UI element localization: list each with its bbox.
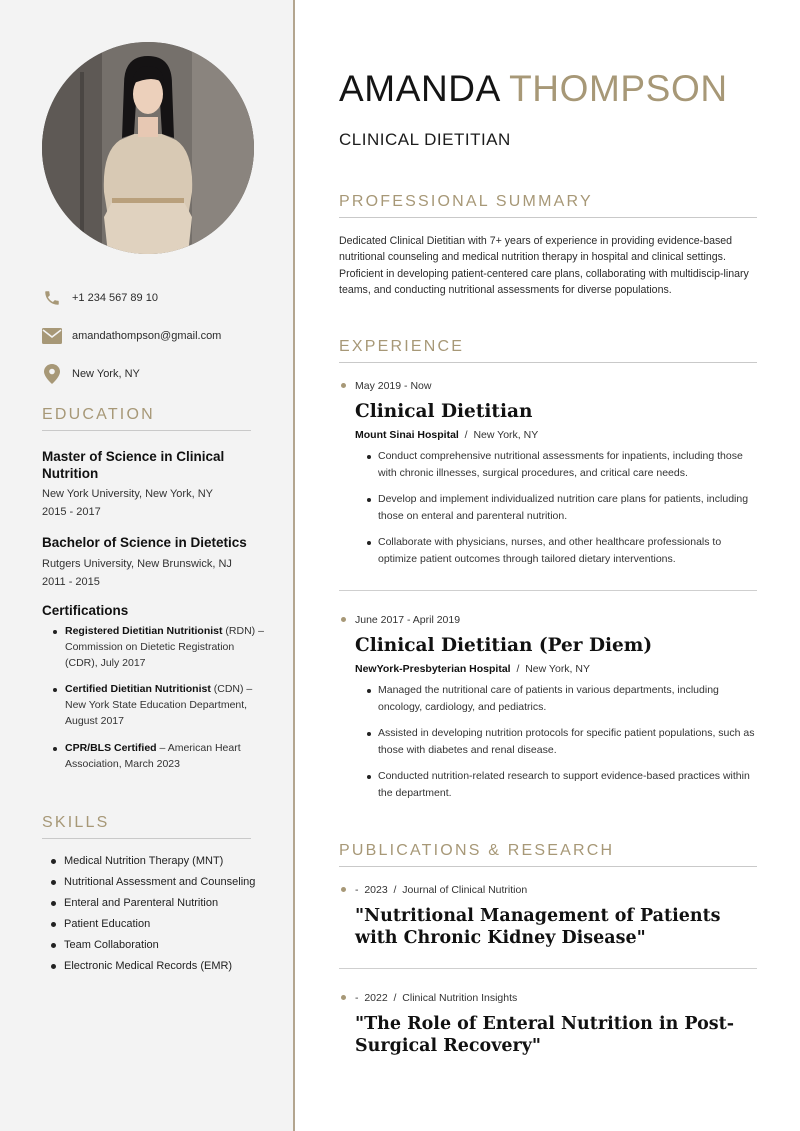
education-item — [42, 449, 257, 520]
bullet-item: Collaborate with physicians, nurses, and other healthcare professionals to optimize patient outcomes through tailored dietary interventions. — [378, 534, 757, 567]
skill-item: Medical Nutrition Therapy (MNT) — [50, 854, 255, 875]
experience-employer: NewYork-Presbyterian Hospital / New York, NY — [355, 663, 590, 675]
main-content — [296, 0, 800, 1131]
map-pin-icon — [42, 364, 62, 384]
skill-item: Team Collaboration — [50, 938, 255, 959]
education-years: 2011 - 2015 — [42, 575, 100, 588]
certification-item: Registered Dietitian Nutritionist (RDN) – Commission on Dietetic Registration (CDR), July 2017 — [50, 624, 265, 671]
skill-item: Electronic Medical Records (EMR) — [50, 959, 255, 980]
school-name: New York University, New York, NY — [42, 488, 213, 500]
experience-dates: June 2017 - April 2019 — [339, 613, 757, 627]
summary-heading: PROFESSIONAL SUMMARY — [339, 193, 757, 218]
location-text: New York, NY — [72, 368, 140, 380]
skill-item: Nutritional Assessment and Counseling — [50, 875, 255, 896]
phone-icon — [42, 288, 62, 308]
bullet-item: Assisted in developing nutrition protocols for specific patient populations, such as those with diabetes and renal disease. — [378, 725, 757, 758]
bullet-item: Conduct comprehensive nutritional assessments for inpatients, including those with chronic illnesses, surgical procedures, and critical care needs. — [378, 448, 757, 481]
contact-email — [42, 326, 221, 346]
bullet-item: Managed the nutritional care of patients in various departments, including oncology, cardiology, and pediatrics. — [378, 682, 757, 715]
certifications-heading: Certifications — [42, 603, 129, 618]
skill-item: Patient Education — [50, 917, 255, 938]
phone-number: +1 234 567 89 10 — [72, 292, 158, 304]
publication-meta: - 2022 / Clinical Nutrition Insights — [339, 991, 757, 1005]
experience-role: Clinical Dietitian — [355, 401, 533, 422]
profile-photo — [42, 42, 254, 254]
experience-bullets — [378, 448, 757, 567]
experience-item — [339, 379, 757, 577]
bullet-item: Conducted nutrition-related research to support evidence-based practices within the department. — [378, 768, 757, 801]
education-heading: EDUCATION — [42, 406, 251, 431]
skills-list — [50, 854, 255, 980]
publication-title: "Nutritional Management of Patients with Chronic Kidney Disease" — [355, 906, 721, 948]
degree-title: Bachelor of Science in Dietetics — [42, 535, 247, 550]
bullet-item: Develop and implement individualized nutrition care plans for patients, including those on enteral and parenteral nutrition. — [378, 491, 757, 524]
school-name: Rutgers University, New Brunswick, NJ — [42, 557, 232, 570]
publication-meta: - 2023 / Journal of Clinical Nutrition — [339, 883, 757, 897]
publication-item — [339, 883, 757, 949]
certifications-list — [50, 624, 265, 783]
divider — [339, 968, 757, 969]
job-title: CLINICAL DIETITIAN — [339, 130, 511, 149]
experience-bullets — [378, 682, 757, 801]
contact-phone — [42, 288, 158, 308]
publication-title: "The Role of Enteral Nutrition in Post-Surgical Recovery" — [355, 1014, 734, 1056]
certification-item: CPR/BLS Certified – American Heart Association, March 2023 — [50, 741, 265, 773]
experience-heading: EXPERIENCE — [339, 338, 757, 363]
certification-item: Certified Dietitian Nutritionist (CDN) – New York State Education Department, August 2017 — [50, 682, 265, 729]
education-years: 2015 - 2017 — [42, 506, 101, 518]
last-name: THOMPSON — [509, 68, 728, 109]
skill-item: Enteral and Parenteral Nutrition — [50, 896, 255, 917]
first-name: AMANDA — [339, 68, 499, 109]
divider — [339, 590, 757, 591]
full-name — [339, 68, 728, 110]
publications-heading: PUBLICATIONS & RESEARCH — [339, 842, 757, 867]
experience-dates: May 2019 - Now — [339, 379, 757, 393]
experience-role: Clinical Dietitian (Per Diem) — [355, 635, 653, 656]
summary-text: Dedicated Clinical Dietitian with 7+ years of experience in providing evidence-based nutritional counseling and medical nutrition therapy in hospital and clinical settings. Proficient in developing patient-centered care plans, collaborating with multidiscip-linary teams, and conducting nutritional assessments for diverse populations. — [339, 235, 749, 296]
skills-heading: SKILLS — [42, 814, 251, 839]
mail-icon — [42, 326, 62, 346]
degree-title: Master of Science in Clinical Nutrition — [42, 449, 225, 481]
experience-item — [339, 613, 757, 811]
sidebar — [0, 0, 295, 1131]
publication-item — [339, 991, 757, 1057]
email-address: amandathompson@gmail.com — [72, 330, 222, 342]
education-item — [42, 535, 257, 590]
contact-location — [42, 364, 140, 384]
experience-employer: Mount Sinai Hospital / New York, NY — [355, 429, 539, 441]
